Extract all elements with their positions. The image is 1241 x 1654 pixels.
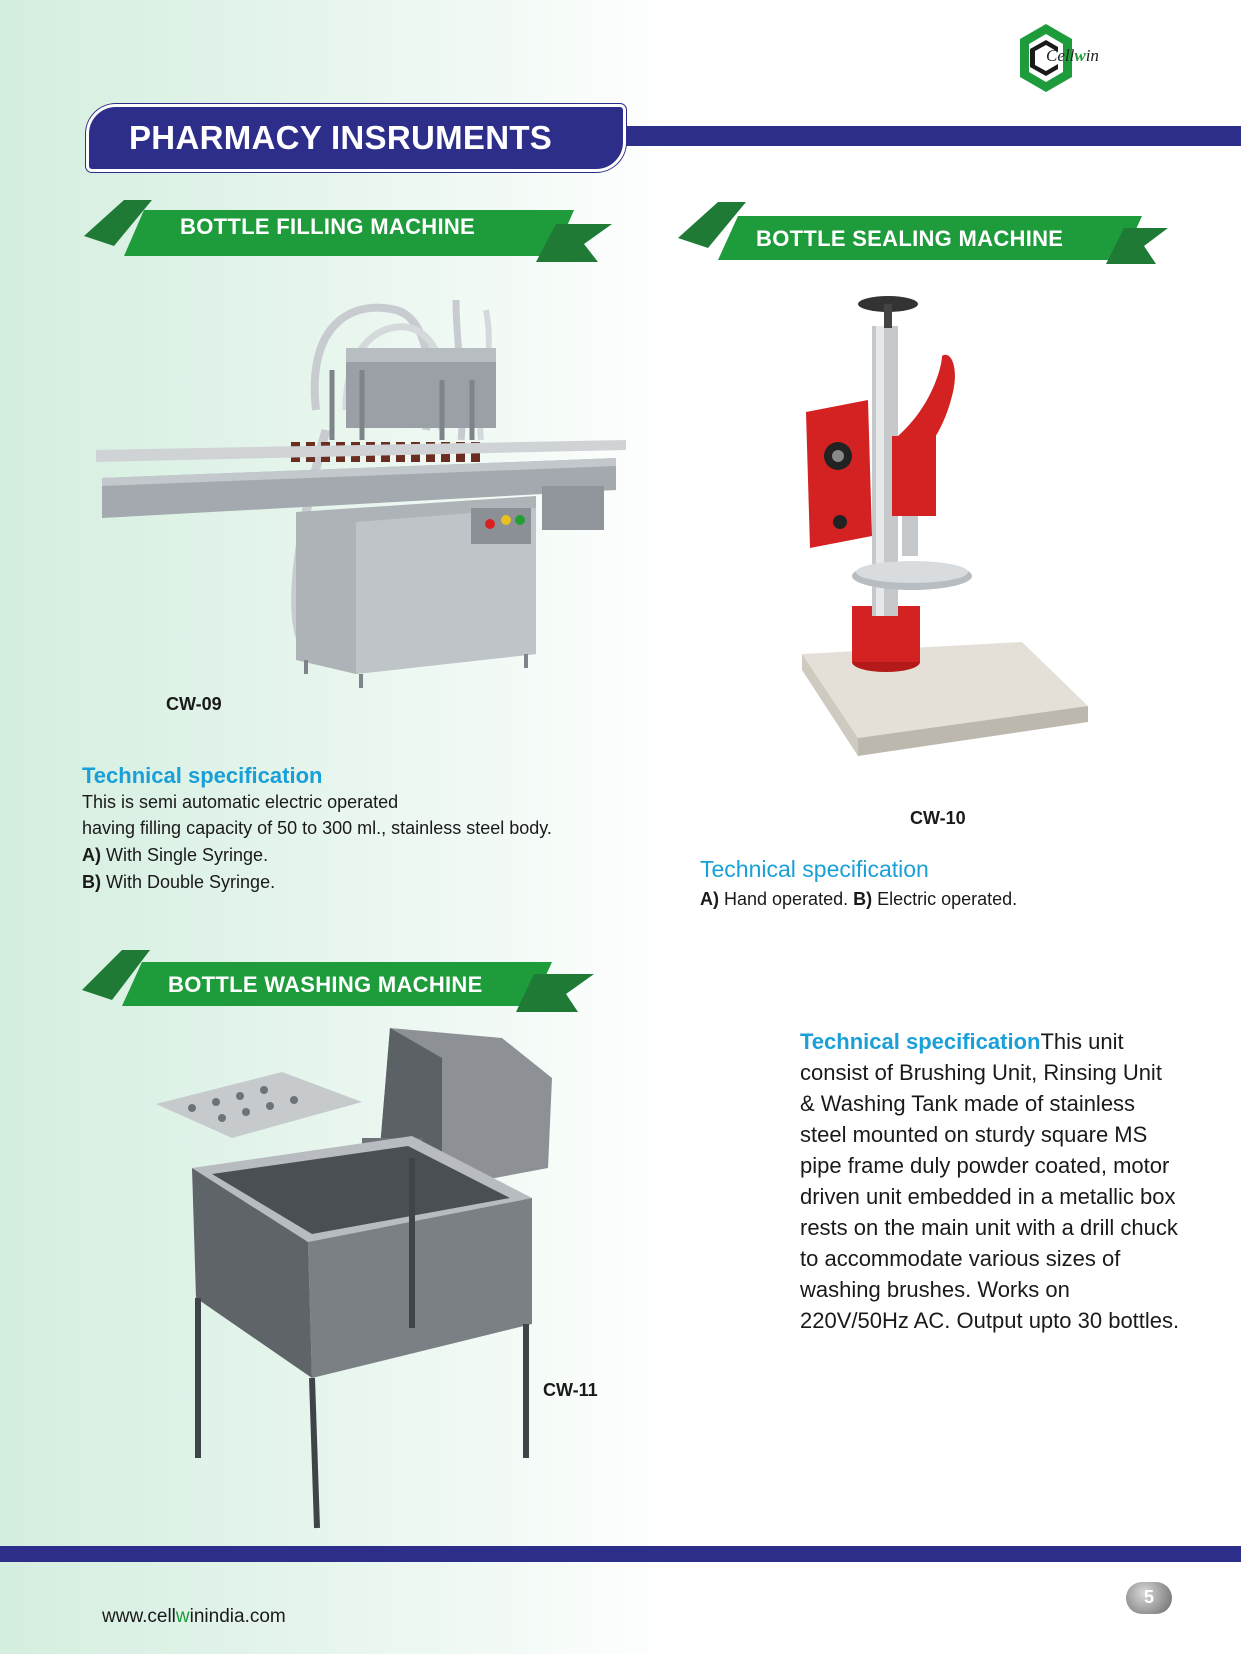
washing-machine-image bbox=[112, 1028, 562, 1538]
washing-heading-ribbon bbox=[82, 950, 594, 1006]
sealing-spec-title: Technical specification bbox=[700, 856, 929, 882]
filling-spec-line: This is semi automatic electric operated bbox=[82, 792, 399, 812]
footer-bar bbox=[0, 1546, 1241, 1562]
filling-option-b: B) With Double Syringe. bbox=[82, 872, 276, 892]
washing-spec-block bbox=[800, 1026, 1180, 1336]
footer-website-url[interactable]: www.cellwinindia.com bbox=[102, 1606, 286, 1627]
sealing-machine-image bbox=[792, 286, 1092, 796]
brand-name: Cellwin bbox=[1046, 46, 1099, 65]
filling-model-code: CW-09 bbox=[166, 694, 222, 714]
cellwin-logo bbox=[1016, 22, 1136, 94]
page-title: PHARMACY INSRUMENTS bbox=[129, 119, 553, 156]
filling-spec-title: Technical specification bbox=[82, 763, 323, 788]
sealing-heading-ribbon bbox=[678, 202, 1168, 258]
washing-spec-title: Technical specification bbox=[800, 1029, 1041, 1054]
filling-option-a: A) With Single Syringe. bbox=[82, 845, 269, 865]
page-number: 5 bbox=[1143, 1587, 1154, 1607]
filling-machine-image bbox=[96, 290, 656, 730]
washing-spec-description: This unit consist of Brushing Unit, Rinsing Unit & Washing Tank made of stainless steel mounted on sturdy square MS pipe frame duly powder coated, motor driven unit embedded in a metallic box rests on the main unit with a drill chuck to accommodate various sizes of washing brushes. Works on 220V/50Hz AC. Output upto 30 bottles. bbox=[800, 1029, 1180, 1333]
filling-heading-ribbon bbox=[84, 200, 612, 256]
sealing-heading: BOTTLE SEALING MACHINE bbox=[756, 226, 1064, 251]
washing-model-code: CW-11 bbox=[543, 1380, 598, 1400]
page-number-badge bbox=[1126, 1582, 1172, 1614]
title-pill bbox=[86, 104, 626, 172]
sealing-model-code: CW-10 bbox=[910, 808, 966, 828]
washing-heading: BOTTLE WASHING MACHINE bbox=[168, 972, 483, 997]
sealing-options: A) Hand operated. B) Electric operated. bbox=[700, 889, 1018, 909]
filling-heading: BOTTLE FILLING MACHINE bbox=[180, 214, 476, 239]
page-title-banner bbox=[86, 104, 1241, 166]
filling-spec-line: having filling capacity of 50 to 300 ml., stainless steel body. bbox=[82, 818, 552, 838]
